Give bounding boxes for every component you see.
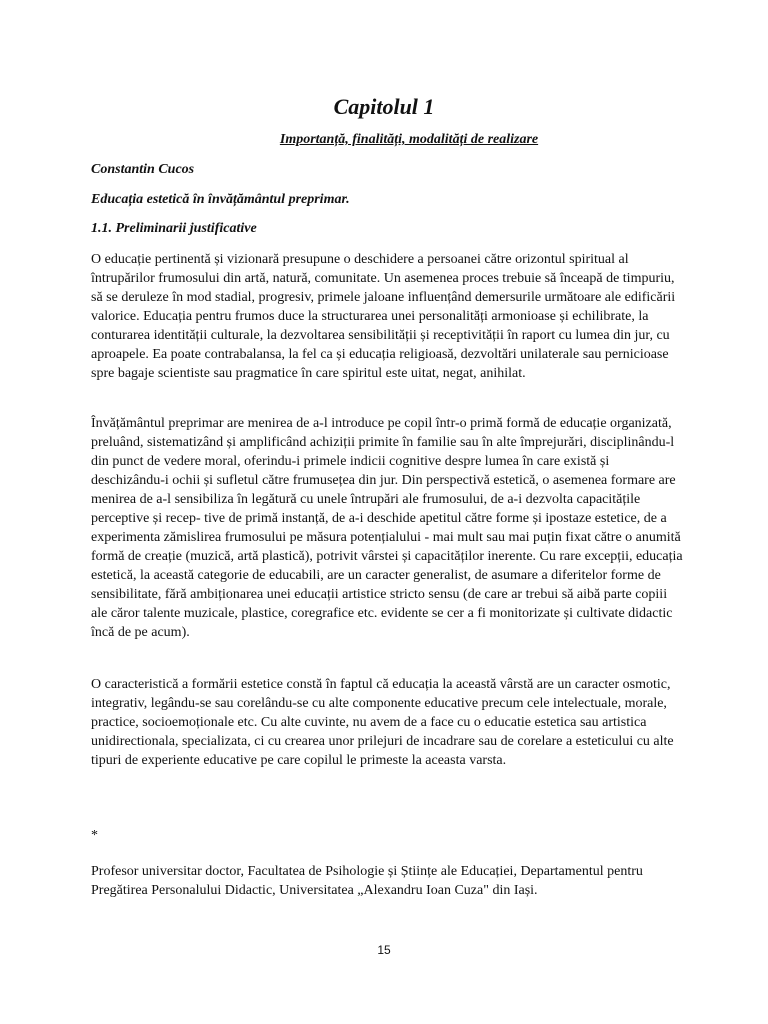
section-heading: 1.1. Preliminarii justificative — [91, 221, 257, 236]
chapter-subtitle: Importanță, finalități, modalități de realizare — [279, 132, 539, 147]
footnote-text: Profesor universitar doctor, Facultatea de Psihologie și Științe ale Educației, Departamentul pentru Pregătirea Personalului Didactic, Universitatea „Alexandru Ioan Cuza" din Iași. — [91, 864, 643, 898]
chapter-title: Capitolul 1 — [333, 94, 435, 119]
body-paragraph: O caracteristică a formării estetice constă în faptul că educația la această vârstă are un caracter osmotic, integrativ, legându-se sau corelându-se cu alte componente educative precum cele intelectuale, morale, practice, socioemoționale etc. Cu alte cuvinte, nu avem de a face cu o educatie estetica sau artistica unidirectionala, specializata, ci cu crearea unor prilejuri de incadrare sau de corelare a esteticului cu alte tipuri de experiente educative pe care copilul le primeste la aceasta varsta. — [91, 677, 674, 768]
body-paragraph: O educație pertinentă și vizionară presupune o deschidere a persoanei către orizontul spiritual al întrupărilor frumosului din artă, natură, comunitate. Un asemenea proces trebuie să înceapă de timpuriu, să se deruleze în mod stadial, progresiv, primele jaloane influențând demersurile următoare ale edificării valorice. Educația pentru frumos duce la structurarea unei personalități armonioase și echilibrate, la conturarea identității culturale, la dezvoltarea sensibilității și receptivității în raport cu lumea din jur, cu aproapele. Ea poate contrabalansa, la fel ca și educația religioasă, dezvoltări unilaterale sau pernicioase spre bagaje scientiste sau pragmatice în care spiritul este uitat, negat, anihilat. — [91, 252, 676, 381]
footnote-marker: * — [91, 828, 98, 843]
main-heading: Educația estetică în învățământul preprimar. — [91, 192, 350, 207]
author-name: Constantin Cucos — [91, 162, 195, 177]
page-number: 15 — [377, 943, 391, 957]
body-paragraph: Învățământul preprimar are menirea de a-l introduce pe copil într-o primă formă de educație organizată, preluând, sistematizând și amplificând achiziții primite în familie sau în alte împrejurări, disciplinându-l din punct de vedere moral, oferindu-i primele indicii cognitive despre lumea în care există și deschizându-i ochii și sufletul către frumusețea din jur. Din perspectivă estetică, o asemenea formare are menirea de a-l sensibiliza în legătură cu unele întrupări ale frumosului, de a-i dezvolta capacitățile perceptive și recep- tive de primă instanță, de a-i deschide apetitul către forme și ipostaze estetice, de a experimenta zămislirea frumosului pe măsura potențialului - mai mult sau mai puțin fixat către o anumită formă de creație (muzică, artă plastică), potrivit vârstei și capacităților inerente. Cu rare excepții, educația estetică, la această categorie de educabili, are un caracter generalist, de asumare a diferitelor forme de sensibilitate, fără ambiționarea unei educații artistice stricto sensu (de care ar trebui să aibă parte copiii ale căror talente muzicale, plastice, coregrafice etc. evidente se cer a fi monitorizate și cultivate didactic încă de pe acum). — [91, 416, 683, 640]
